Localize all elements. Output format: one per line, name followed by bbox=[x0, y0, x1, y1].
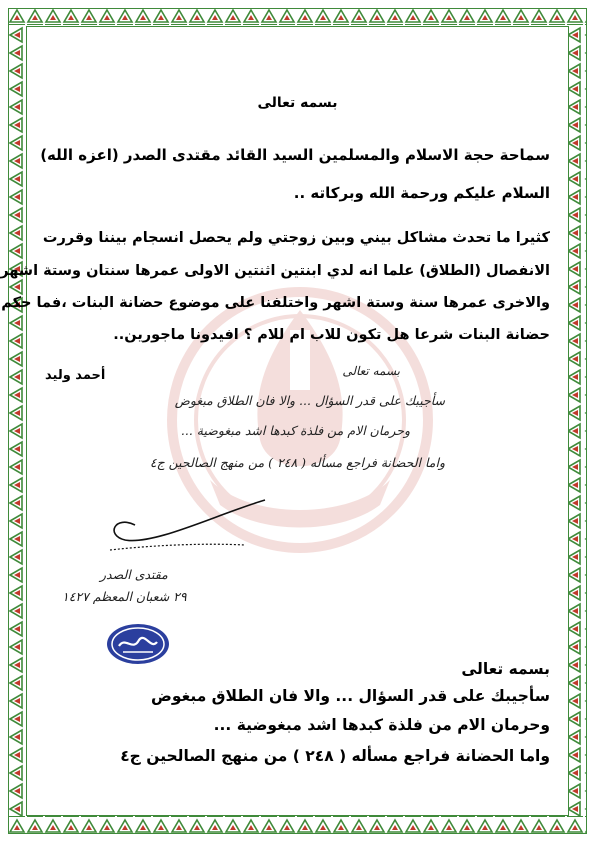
answer-basmala: بسمه تعالى bbox=[461, 660, 550, 678]
handwritten-basmala: بسمه تعالى bbox=[342, 364, 400, 378]
question-line: الانفصال (الطلاق) علما انه لدي ابنتين اثنتين الاولى عمرها سنتان وستة اشهر bbox=[0, 263, 550, 279]
letter-greeting: السلام عليكم ورحمة الله وبركاته .. bbox=[293, 184, 550, 202]
sender-signature: أحمد وليد bbox=[45, 368, 106, 383]
letter-address: سماحة حجة الاسلام والمسلمين السيد القائد مقتدى الصدر (اعزه الله) bbox=[40, 146, 550, 164]
answer-line: وحرمان الام من فلذة كبدها اشد مبغوضية ... bbox=[213, 716, 550, 734]
signature-scrawl bbox=[95, 495, 275, 565]
handwritten-signer-name: مقتدى الصدر bbox=[100, 567, 168, 582]
letter-basmala: بسمه تعالى bbox=[257, 95, 338, 111]
seal-stamp bbox=[105, 622, 171, 666]
handwritten-line: واما الحضانة فراجع مسأله ( ٢٤٨ ) من منهج الصالحين ج٤ bbox=[149, 455, 445, 470]
question-line: حضانة البنات شرعا هل تكون للاب ام للام ؟ افيدونا ماجورين.. bbox=[113, 327, 550, 343]
answer-line: سأجيبك على قدر السؤال ... والا فان الطلاق مبغوض bbox=[151, 687, 550, 705]
handwritten-date: ٢٩ شعبان المعظم ١٤٢٧ bbox=[62, 589, 187, 604]
question-line: كثيرا ما تحدث مشاكل بيني وبين زوجتي ولم يحصل انسجام بيننا وقررت bbox=[42, 230, 550, 246]
handwritten-line: وحرمان الام من فلذة كبدها اشد مبغوضية ... bbox=[180, 423, 410, 438]
answer-line: واما الحضانة فراجع مسأله ( ٢٤٨ ) من منهج الصالحين ج٤ bbox=[120, 747, 550, 765]
question-line: والاخرى عمرها سنة وستة اشهر واختلفنا على موضوع حضانة البنات ،فما حكم bbox=[1, 295, 550, 311]
handwritten-line: سأجيبك على قدر السؤال ... والا فان الطلاق مبغوض bbox=[174, 393, 445, 408]
